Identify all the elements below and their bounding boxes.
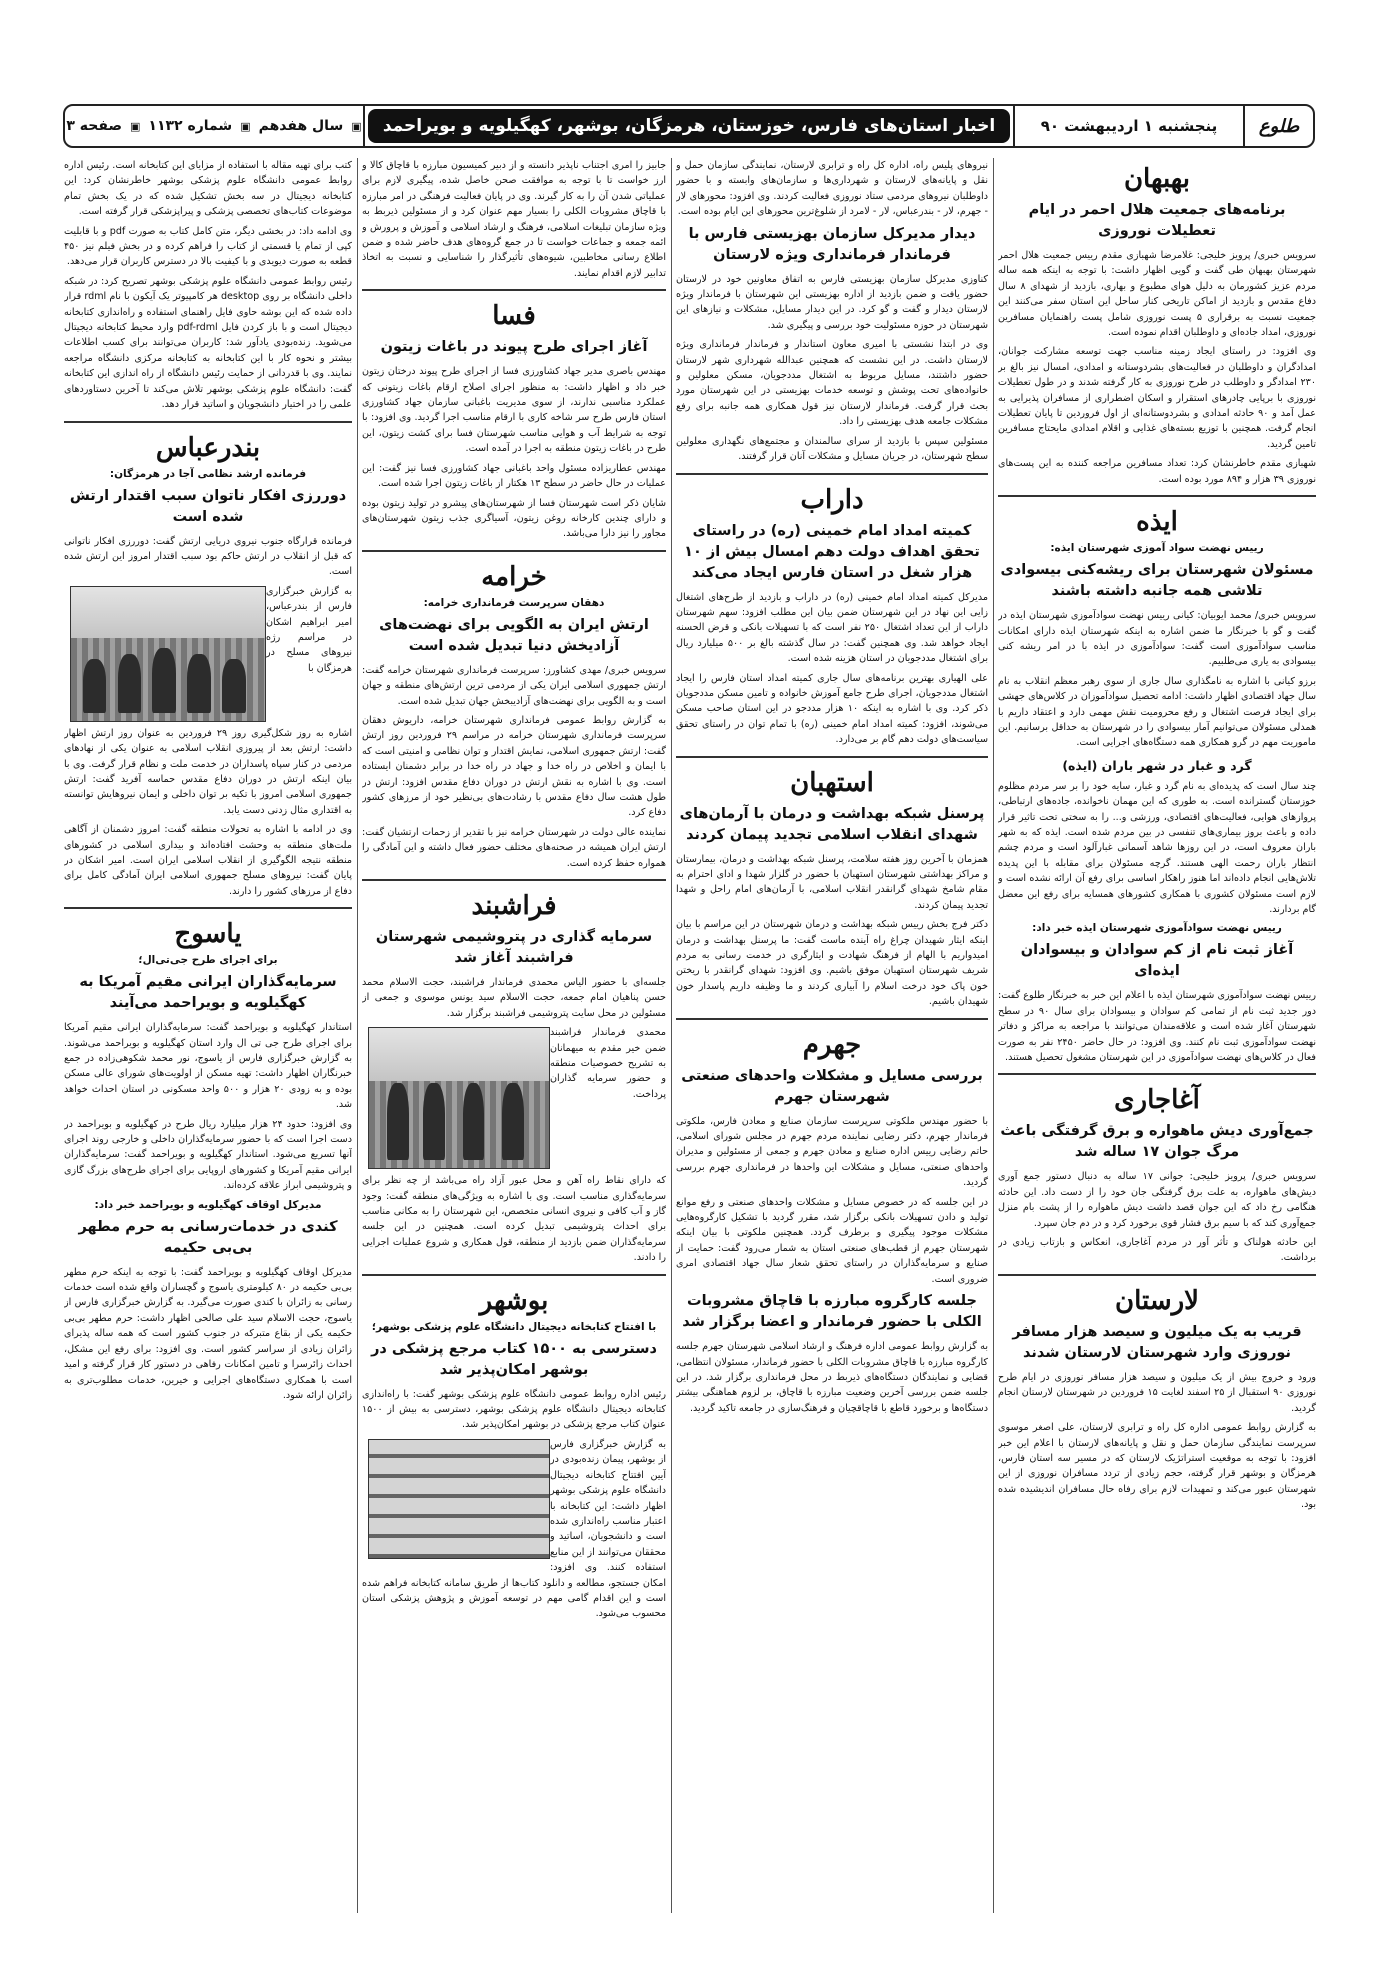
section-divider — [998, 1073, 1316, 1075]
photo-figure — [463, 1083, 485, 1160]
article-paragraph: جابیز را امری اجتناب ناپذیر دانسته و از دبیر کمیسیون مبارزه با قاچاق کالا و ارز خواست تا با توجه به موافقت صحن خاصل شده، پیگیری لازم برای عملیاتی شدن آن را به کار گیرند. وی در پایان فعالیت فرهنگی در امر مبارزه با قاچاق مشروبات الکلی را بسیار مهم عنوان کرد و از مسئولین ذیربط به ویژه سازمان تبلیغات اسلامی، فرهنگ و ارشاد اسلامی و آموزش و پرورش و ائمه جمعه و جماعات خواست تا در جمع گروه‌های هدف حاضر شده و ضمن اطلاع رسانی مخاطبین، شیوه‌های تأثیرگذار را شناسایی و نسبت به اتخاذ تدابیر لازم اقدام نمایند. — [362, 160, 666, 279]
article-headline: پرسنل شبکه بهداشت و درمان با آرمان‌های شهدای انقلاب اسلامی تجدید پیمان کردند — [679, 805, 985, 843]
article-paragraph: اشاره به روز شکل‌گیری روز ۲۹ فروردین به عنوان روز ارتش اظهار داشت: ارتش بعد از پیروزی انقلاب اسلامی به عنوان یکی از نهادهای مردمی در کنار سپاه پاسداران در خدمت ملت و نظام قرار گرفت. وی با بیان اینکه ارتش در دوران دفاع مقدس حماسه آفرید گفت: ارتش جمهوری اسلامی امروز با تکیه بر توان داخلی و ایمان نیروهایش توانسته به اقتداری مثال زدنی دست یابد. — [64, 727, 352, 816]
article-paragraph: کناوزی مدیرکل سازمان بهزیستی فارس به اتفاق معاونین خود در لارستان حضور یافت و ضمن بازدید از اداره بهزیستی این شهرستان با فرماندار ویژه لارستان دیدار و گفت و گو کرد. در این دیدار مسایل، مشکلات و نیازهای این شهرستان در حوزه مسئولیت خود بررسی و پیگیری شد. — [676, 273, 988, 331]
article-headline: آغاز ثبت نام از کم سوادان و بیسوادان ایذه‌ای — [1020, 942, 1294, 980]
city-heading-farashband: فراشبند — [471, 891, 557, 921]
article-headline: جمع‌آوری دیش ماهواره و برق گرفتگی باعث مرگ جوان ۱۷ ساله شد — [1000, 1123, 1314, 1161]
news-photo-library — [368, 1439, 550, 1559]
article-paragraph: مدیرکل کمیته امداد امام خمینی (ره) در داراب و بازدید از طرح‌های اشتغال زایی این نهاد در این شهرستان ضمن بیان این مطلب افزود: سهم شهرستان داراب از این تعداد اشتغال ۲۵۰ نفر است که با تسهیلات بانکی و قرض الحسنه ایجاد خواهد شد. وی همچنین گفت: در سال گذشته بالغ بر ۵۰۰ میلیارد ریال برای اشتغال مددجویان در استان هزینه شده است. — [676, 591, 988, 665]
section-divider — [676, 1018, 988, 1020]
article-paragraph: برزو کیانی با اشاره به نامگذاری سال جاری از سوی رهبر معظم انقلاب به نام سال جهاد اقتصادی اظهار داشت: ادامه تحصیل سوادآموزان در کلاس‌های جهشی برای ایجاد فرصت اشتغال و رفع محرومیت نقش مهمی دارد و اعتقاد داریم با همدلی مسئولان می‌توانیم آمار بیسوادی را در شهرستان به حداقل برسانیم. این ماموریت مهم در گرو همکاری همه دستگاه‌های اجرایی است. — [998, 675, 1316, 749]
page-number: صفحه ۳ — [66, 118, 122, 134]
volume-year: سال هفدهم — [258, 118, 344, 134]
page-header — [63, 104, 1315, 148]
section-divider — [64, 421, 352, 423]
article-kicker: رییس نهضت سواد آموزی شهرستان ایذه: — [1050, 542, 1264, 555]
city-heading-bushehr: بوشهر — [479, 1285, 549, 1316]
article-paragraph: نیروهای پلیس راه، اداره کل راه و ترابری لارستان، نمایندگی سازمان حمل و نقل و پایانه‌های لارستان و شهرداری‌ها و سازمان‌های وابسته و با حضور داوطلبان نیروهای مردمی ستاد نوروزی فعالیت کردند. وی افزود: محورهای لار - جهرم، لار - بندرعباس، لار - لامرد از شلوغ‌ترین محورهای این ایام بوده است. — [676, 160, 988, 218]
article-paragraph: رئیس روابط عمومی دانشگاه علوم پزشکی بوشهر تصریح کرد: در شبکه داخلی دانشگاه بر روی desktop هر کامپیوتر یک آیکون با نام rdml قرار داده شده که این بوشه حاوی فایل راهنمای استفاده و راه‌اندازی کتابخانه دیجیتال است و با باز کردن فایل pdf-rdml وارد محیط کتابخانه دیجیتال می‌شوید. زنده‌بودی یادآور شد: کاربران می‌توانند برای کسب اطلاعات بیشتر و نحوه کار با این کتابخانه به کتابخانه مرکزی دانشگاه مراجعه نمایند. وی با قدردانی از حمایت رئیس دانشگاه از راه اندازی این کتابخانه گفت: دانشگاه علوم پزشکی بوشهر تلاش می‌کند تا آخرین دستاوردهای علمی را در اختیار دانشجویان و اساتید قرار دهد. — [64, 275, 352, 411]
city-heading-jahrom: جهرم — [802, 1029, 862, 1060]
article-paragraph: سرویس خبری/ پرویز خلیجی: جوانی ۱۷ ساله به دنبال دستور جمع آوری دیش‌های ماهواره، به علت برق گرفتگی جان خود را از دست داد. این حادثه هنگامی رخ داد که این جوان قصد داشت دیش ماهواره را از پشت بام منزل جمع‌آوری کند که با سیم برق فشار قوی برخورد کرد و در دم جان سپرد. — [998, 1171, 1316, 1229]
news-photo-parade — [70, 586, 266, 722]
section-divider — [676, 756, 988, 758]
article-kicker: مدیرکل اوقاف کهگیلویه و بویراحمد خبر داد: — [94, 1198, 322, 1211]
column-divider — [993, 158, 994, 1913]
section-divider — [998, 1274, 1316, 1276]
article-subheadline: گرد و غبار در شهر باران (ایذه) — [1062, 757, 1252, 773]
article-paragraph: چند سال است که پدیده‌ای به نام گرد و غبار، سایه خود را بر سر مردم مظلوم خوزستان گسترانده است. به طوری که این مهمان ناخوانده، جاده‌های ارتباطی، پروازهای هوایی، فعالیت‌های اقتصادی، ورزشی و... را به سختی تحت تاثیر قرار داده و باعث بروز بیماری‌های تنفسی در بین مردم شده است. ایذه که به شهر باران معروف است، در این روزها شاهد آسمانی غبارآلود است و مردم چشم انتظار باران رحمت الهی هستند. گرچه مسئولان برای مقابله با این پدیده تلاش‌هایی انجام داده‌اند اما هنوز راهکار اساسی برای رفع آن ارائه نشده است و لازم است مسئولان کشوری با همکاری کشورهای همسایه برای رفع این معضل گام بردارند. — [998, 780, 1316, 915]
article-paragraph: به گزارش روابط عمومی فرمانداری شهرستان خرامه، داریوش دهقان سرپرست فرمانداری شهرستان خرامه در مراسم ۲۹ فروردین روز ارتش گفت: ارتش جمهوری اسلامی، نمایش اقتدار و توان نظامی و امنیتی است که با ایمان و اخلاص در راه خدا و جهاد در راه خدا در برابر دشمنان ایستاده است. وی با اشاره به نقش ارتش در دوران دفاع مقدس افزود: ارتش در طول هشت سال دفاع مقدس با رشادت‌های بی‌نظیر خود از مرزهای کشور دفاع کرد. — [362, 714, 666, 819]
article-headline: مسئولان شهرستان برای ریشه‌کنی بیسوادی تلاشی همه جانبه داشته باشند — [1000, 562, 1314, 600]
article-headline: سرمایه گذاری در پتروشیمی شهرستان فراشبند آغاز شد — [375, 929, 653, 966]
article-paragraph: دکتر فرج بخش رییس شبکه بهداشت و درمان شهرستان در این مراسم با بیان اینکه ایثار شهیدان چراغ راه آینده ماست گفت: ما پرسنل بهداشت و درمان امیدواریم با الهام از فرهنگ شهادت و ایثارگری در خدمت رسانی به مردم شریف شهرستان استهبان موفق باشیم. وی افزود: شهدای گرانقدر با ریختن خون پاک خود درخت اسلام را آبیاری کردند و ما وظیفه داریم پاسدار خون شهیدان باشیم. — [676, 919, 988, 1008]
photo-caption: محمدی فرماندار فراشبند ضمن خیر مقدم به میهمانان به تشریح خصوصیات منطقه و حضور سرمایه گذاران پرداخت. — [550, 1027, 666, 1100]
section-divider — [998, 495, 1316, 497]
article-paragraph: سرویس خبری/ محمد ایوبیان: کیانی رییس نهضت سوادآموزی شهرستان ایذه در گفت و گو با خبرنگار ما ضمن اشاره به اینکه شهرستان ایذه دارای امکانات مناسب سوادآموزی است گفت: سوادآموزی در ایذه با در امر ریشه کنی بیسوادی به یاری می‌طلبیم. — [998, 610, 1316, 668]
article-paragraph: به گزارش روابط عمومی اداره فرهنگ و ارشاد اسلامی شهرستان جهرم جلسه کارگروه مبارزه با قاچاق مشروبات الکلی با حضور فرماندار، مسئولان انتظامی، قضایی و نمایندگان دستگاه‌های ذیربط در محل فرمانداری برگزار شد. در این جلسه ضمن بررسی آخرین وضعیت مبارزه با قاچاق، بر لزوم هماهنگی بیشتر دستگاه‌ها و برخورد قاطع با قاچاقچیان و فرهنگ‌سازی در جامعه تاکید گردید. — [676, 1341, 988, 1414]
article-headline: بررسی مسایل و مشکلات واحدهای صنعتی شهرستان جهرم — [681, 1067, 983, 1105]
article-paragraph: سرویس خبری/ مهدی کشاورز: سرپرست فرمانداری شهرستان خرامه گفت: ارتش جمهوری اسلامی ایران یکی از مردمی ترین ارتش‌های منطقه و جهان است و به الگویی برای نهضت‌های آزادیبخش جهان تبدیل شده است. — [362, 664, 666, 707]
section-divider — [64, 907, 352, 909]
article-paragraph: فرمانده قرارگاه جنوب نیروی دریایی ارتش گفت: دوررزی افکار ناتوانی که قبل از انقلاب در ارتش حاکم بود سبب اقتدار امروز این ارتش شده است. — [64, 535, 352, 578]
article-headline: آغاز اجرای طرح پیوند در باغات زیتون — [380, 339, 648, 356]
article-headline: دوررزی افکار ناتوان سبب اقتدار ارتش شده است — [69, 487, 347, 525]
photo-figure — [502, 1083, 524, 1160]
article-paragraph: وی ادامه داد: در بخشی دیگر، متن کامل کتاب به صورت pdf و با قابلیت کپی از تمام یا قسمتی از کتاب را فراهم کرده و در بخش فیلم نیز ۴۵۰ قطعه به صورت دیویدی و با کیفیت بالا در دسترس کاربران قرار می‌دهد. — [64, 225, 352, 268]
article-paragraph: وی افزود: حدود ۲۴ هزار میلیارد ریال طرح در کهگیلویه و بویراحمد در دست اجرا است که با حضور سرمایه‌گذاران داخلی و خارجی روند اجرای آنها تسریع می‌شود. استاندار کهگیلویه و بویراحمد گفت: سرمایه‌گذاران ایرانی مقیم آمریکا و کشورهای اروپایی برای اجرای طرح‌های بزرگ گازی و پتروشیمی ابراز علاقه کرده‌اند. — [64, 1118, 352, 1192]
article-headline: جلسه کارگروه مبارزه با قاچاق مشروبات الکلی با حضور فرماندار و اعضا برگزار شد — [682, 1293, 982, 1331]
city-heading-kharameh: خرامه — [481, 561, 547, 592]
issue-number: شماره ۱۱۳۲ — [148, 118, 233, 134]
article-paragraph: شهبازی مقدم خاطرنشان کرد: تعداد مسافرین مراجعه کننده به این پست‌های نوروزی ۳۹ هزار و ۸۹۴ مورد بوده است. — [998, 458, 1316, 485]
article-paragraph: سرویس خبری/ پرویز خلیجی: غلامرضا شهبازی مقدم رییس جمعیت هلال احمر شهرستان بهبهان طی گفت و گویی اظهار داشت: با توجه به اینکه همه ساله مردم عزیز کشورمان به دلیل هوای مطبوع و بهاری، بازدید از شهدای ۸ سال دفاع مقدس و بازدید از اماکن تاریخی کنار ساحل این استان سفر می‌کنند این جمعیت نسبت به برقراری ۵ پست نوروزی شامل پست راهنمایان مسافرین نوروزی، امداد جاده‌ای و داوطلبان اقدام نموده است. — [998, 250, 1316, 339]
article-headline: دسترسی به ۱۵۰۰ کتاب مرجع پزشکی در بوشهر امکان‌پذیر شد — [371, 1340, 657, 1378]
article-kicker: فرمانده ارشد نظامی آجا در هرمزگان: — [109, 467, 307, 480]
article-kicker: رییس نهضت سوادآموزی شهرستان ایذه خبر داد: — [1032, 922, 1282, 935]
newspaper-logo: طلوع — [1243, 106, 1313, 146]
article-headline: سرمایه‌گذاران ایرانی مقیم آمریکا به کهگیلویه و بویراحمد می‌آیند — [79, 974, 337, 1012]
article-paragraph: رییس نهضت سوادآموزی شهرستان ایذه با اعلام این خبر به خبرنگار طلوع گفت: دور جدید ثبت نام از تمامی کم سوادان و بیسوادان برای سال ۹۰ در سطح شهرستان آغاز شده است و علاقه‌مندان می‌توانند با مراجعه به مراکز و دفاتر نهضت سوادآموزی ثبت نام کنند. وی افزود: در حال حاضر ۲۴۵۰ نفر به صورت فعال در کلاس‌های نهضت سوادآموزی در این شهرستان مشغول تحصیل هستند. — [998, 990, 1316, 1064]
section-divider — [676, 473, 988, 475]
article-kicker: با افتتاح کتابخانه دیجیتال دانشگاه علوم پزشکی بوشهر؛ — [371, 1320, 657, 1333]
column-2 — [676, 158, 988, 1913]
article-paragraph: جلسه‌ای با حضور الیاس محمدی فرماندار فراشبند، حجت الاسلام محمد حسن پناهیان امام جمعه، حجت الاسلام سید یونس موسوی و جمعی از مسئولین در محل سایت پتروشیمی فراشبند برگزار شد. — [362, 977, 666, 1019]
article-paragraph: به گزارش روابط عمومی اداره کل راه و ترابری لارستان، علی اصغر موسوی سرپرست نمایندگی سازمان حمل و نقل و پایانه‌های لارستان با اعلام این خبر افزود: با توجه به موقعیت استراتژیک لارستان که در مسیر سه استان فارس، هرمزگان و بوشهر قرار گرفته، حجم زیادی از تردد مسافران نوروزی از این شهرستان عبور می‌کند و تمهیدات لازم برای رفاه حال مسافران اندیشیده شده بود. — [998, 1422, 1316, 1511]
section-divider — [362, 879, 666, 881]
article-paragraph: که دارای نقاط راه آهن و محل عبور آزاد راه می‌باشد از چه نظر برای سرمایه‌گذاری مناسب است. وی با اشاره به ویژگی‌های منطقه گفت: وجود گاز و آب کافی و نیروی انسانی متخصص، این شهرستان را به مکانی مناسب برای احداث پتروشیمی تبدیل کرده است. همچنین در این جلسه سرمایه‌گذاران ضمن بازدید از منطقه، قول همکاری و شروع عملیات اجرایی را دادند. — [362, 1175, 666, 1264]
photo-caption: به گزارش خبرگزاری فارس از بندرعباس، امیر ابراهیم اشکان در مراسم رژه نیروهای مسلح در هرمزگان با — [266, 585, 352, 674]
city-heading-fasa: فسا — [492, 301, 536, 332]
photo-sky — [71, 587, 265, 638]
article-paragraph: ورود و خروج بیش از یک میلیون و سیصد هزار مسافر نوروزی در ایام طرح نوروزی ۹۰ استقبال از ۲۵ اسفند لغایت ۱۵ فروردین در شهرستان لارستان انجام گردید. — [998, 1371, 1316, 1414]
column-divider — [671, 158, 672, 1913]
article-paragraph: با حضور مهندس ملکوتی سرپرست سازمان صنایع و معادن فارس، ملکوتی فرماندار جهرم، دکتر رضایی نماینده مردم جهرم در مجلس شورای اسلامی، حاتم رضایی رییس اداره صنایع و معادن جهرم و جمعی از مسئولین و مدیران واحدهای صنعتی، مسایل و مشکلات این واحدها در فرمانداری جهرم بررسی گردید. — [676, 1115, 988, 1189]
article-paragraph: مهندس باصری مدیر جهاد کشاورزی فسا از اجرای طرح پیوند درختان زیتون خبر داد و اظهار داشت: به منظور اجرای اصلاح ارقام باغات زیتونی که عملکرد مناسبی ندارند، از سوی مدیریت باغبانی سازمان جهاد کشاورزی استان فارس طرح سر شاخه کاری با ارقام مناسب اجرا گردید. وی افزود: با توجه به شرایط آب و هوایی مناسب شهرستان فسا برای کشت زیتون، این طرح در باغات زیتون منطقه به اجرا در آمده است. — [362, 366, 666, 455]
city-heading-yasuj: یاسوج — [174, 919, 242, 950]
article-paragraph: همزمان با آخرین روز هفته سلامت، پرسنل شبکه بهداشت و درمان، بیمارستان و مراکز بهداشتی شهرستان استهبان با حضور در گلزار شهدا و ادای احترام به مقام شامخ شهدای گرانقدر انقلاب اسلامی، با آرمان‌های امام راحل و شهدا تجدید پیمان کردند. — [676, 853, 988, 911]
issue-date: پنجشنبه ۱ اردیبهشت ۹۰ — [1013, 106, 1243, 146]
article-headline: ارتش ایران به الگویی برای نهضت‌های آزادیخش دنیا تبدیل شده است — [379, 616, 649, 654]
news-photo-officials — [368, 1027, 550, 1169]
square-bullet-icon: ▣ — [130, 119, 141, 133]
photo-figure — [423, 1083, 445, 1160]
city-heading-aghajari: آغاجاری — [1114, 1085, 1200, 1116]
article-paragraph: استاندار کهگیلویه و بویراحمد گفت: سرمایه‌گذاران ایرانی مقیم آمریکا برای اجرای طرح جی تی ال وارد استان کهگیلویه و بویراحمد می‌شوند. به گزارش خبرگزاری فارس از یاسوج، نور محمد شکوهی‌زاده در جمع خبرنگاران اظهار داشت: تهیه مسکن از اولویت‌های شورای عالی مسکن بوده و به زودی ۲۰ هزار و ۵۰۰ واحد مسکونی در استان احداث خواهد شد. — [64, 1022, 352, 1111]
photo-sky — [369, 1028, 549, 1081]
column-3 — [362, 158, 666, 1913]
city-heading-darab: داراب — [800, 484, 864, 515]
article-paragraph: وی در ابتدا نشستی با امیری معاون استاندار و فرماندار فرمانداری ویژه لارستان داشت. در این نشست که همچنین عبدالله شهرداری شهر لارستان حضور داشتند، مسایل مربوط به اشتغال مددجویان، مسکن معلولین و خانواده‌های تحت پوشش و توسعه خدمات بهزیستی در این شهرستان مورد بحث قرار گرفت. فرماندار لارستان نیز قول همکاری همه جانبه برای رفع مشکلات جامعه هدف بهزیستی را داد. — [676, 339, 988, 428]
article-paragraph: در این جلسه که در خصوص مسایل و مشکلات واحدهای صنعتی و رفع موانع تولید و دادن تسهیلات بانکی برگزار شد، مقرر گردید با تشکیل کارگروه‌هایی مشکلات موجود پیگیری و برطرف گردد. همچنین ملکوتی با بیان اینکه شهرستان جهرم از قطب‌های صنعتی استان به شمار می‌رود گفت: حمایت از صنایع و سرمایه‌گذاران در راستای تحقق شعار سال جهاد اقتصادی امری ضروری است. — [676, 1196, 988, 1285]
article-headline: کندی در خدمات‌رسانی به حرم مطهر بی‌بی حکیمه — [78, 1218, 338, 1256]
photo-figure — [187, 654, 210, 713]
article-paragraph: رئیس اداره روابط عمومی دانشگاه علوم پزشکی بوشهر گفت: با راه‌اندازی کتابخانه دیجیتال دانشگاه علوم پزشکی بوشهر، دسترسی به بیش از ۱۵۰۰ عنوان کتاب مرجع پزشکی در بوشهر امکان‌پذیر شد. — [362, 1388, 666, 1431]
article-headline: کمیته امداد امام خمینی (ره) در راستای تحقق اهداف دولت دهم امسال بیش از ۱۰ هزار شغل در استان فارس ایجاد می‌کند — [684, 522, 980, 581]
photo-figure — [152, 648, 175, 712]
article-paragraph: نماینده عالی دولت در شهرستان خرامه نیز با تقدیر از زحمات ارتشیان گفت: ارتش ایران همیشه در صحنه‌های مختلف حضور فعال داشته و این آمادگی را همواره حفظ کرده است. — [362, 826, 666, 869]
column-4 — [64, 158, 352, 1913]
article-paragraph: این حادثه هولناک و تأثر آور در مردم آغاجاری، انعکاس و بازتاب زیادی در برداشت. — [998, 1237, 1316, 1264]
photo-figure — [118, 654, 141, 713]
article-headline: قریب به یک میلیون و سیصد هزار مسافر نوروزی وارد شهرستان لارستان شدند — [1012, 1323, 1302, 1361]
city-heading-larestan: لارستان — [1114, 1285, 1200, 1316]
square-bullet-icon: ▣ — [240, 119, 251, 133]
article-paragraph: شایان ذکر است شهرستان فسا از شهرستان‌های پیشرو در تولید زیتون بوده و دارای چندین کارخانه روغن زیتون، آسیاگری جذب زیتون شهرستان‌های مجاور را نیز دارا می‌باشد. — [362, 497, 666, 540]
city-heading-bandarabbas: بندرعباس — [155, 432, 261, 463]
photo-figure — [222, 659, 245, 713]
article-kicker: دهقان سرپرست فرمانداری خرامه: — [423, 596, 605, 609]
article-paragraph: مسئولین سپس با بازدید از سرای سالمندان و مجتمع‌های نگهداری معلولین سطح شهرستان، در جریان مسایل و مشکلات آنان قرار گرفتند. — [676, 435, 988, 463]
article-paragraph: مهندس عطاریزاده مسئول واحد باغبانی جهاد کشاورزی فسا نیز گفت: این عملیات در حال حاضر در سطح ۱۳ هکتار از باغات زیتون اجرا شده است. — [362, 462, 666, 490]
article-paragraph: علی الهیاری بهترین برنامه‌های سال جاری کمیته امداد استان فارس را ایجاد اشتغال مددجویان، اجرای طرح جامع آموزش خانواده و تامین مسکن مددجویان ذکر کرد. وی با اشاره به اینکه ۱۰ هزار مددجو در این استان صاحب مسکن می‌شوند، افزود: کمیته امداد امام خمینی (ره) با تمام توان در راستای تحقق سیاست‌های دولت دهم گام بر می‌دارد. — [676, 672, 988, 746]
article-kicker: برای اجرای طرح جی‌تی‌ال؛ — [138, 954, 278, 967]
city-heading-behbahan: بهبهان — [1123, 164, 1191, 194]
article-paragraph: وی در ادامه با اشاره به تحولات منطقه گفت: امروز دشمنان از آگاهی ملت‌های منطقه به وحشت افتاده‌اند و بیداری اسلامی در کشورهای منطقه نتیجه الگوگیری از انقلاب اسلامی ایران است. امیر اشکان در پایان گفت: نیروهای مسلح جمهوری اسلامی ایران آمادگی کامل برای دفاع از مرزهای کشور را دارند. — [64, 824, 352, 897]
article-paragraph: به گزارش خبرگزاری فارس از بوشهر، پیمان زنده‌بودی در آیین افتتاح کتابخانه دیجیتال دانشگاه علوم پزشکی بوشهر اظهار داشت: این کتابخانه با اعتبار مناسب راه‌اندازی شده است و دانشجویان، اساتید و محققان می‌توانند از این منابع استفاده کنند. وی افزود: امکان جستجو، مطالعه و دانلود کتاب‌ها از طریق سامانه کتابخانه فراهم شده است و این اقدام گامی مهم در توسعه آموزش و پژوهش پزشکی استان محسوب می‌شود. — [362, 1438, 666, 1620]
column-divider — [357, 158, 358, 1913]
city-heading-izeh: ایذه — [1136, 507, 1178, 538]
square-bullet-icon: ▣ — [351, 119, 362, 133]
issue-info — [65, 106, 365, 146]
photo-figure — [83, 659, 106, 713]
section-divider — [362, 550, 666, 552]
section-title: اخبار استان‌های فارس، خوزستان، هرمزگان، بوشهر، کهگیلویه و بویراحمد — [368, 109, 1010, 143]
section-divider — [362, 289, 666, 291]
article-paragraph: وی افزود: در راستای ایجاد زمینه مناسب جهت توسعه مشارکت جوانان، امدادگران و داوطلبان در فعالیت‌های بشردوستانه و امدادی، امسال نیز بالغ بر ۲۳۰ امدادگر و داوطلب در طرح نوروزی به کار گرفته شدند و در طول تعطیلات نوروزی با برپایی چادرهای استقرار و اسکان اضطراری از مسافران پذیرایی به عمل آمد و ۹۰ حادثه امدادی و بشردوستانه‌ای از اول فروردین تا پایان تعطیلات انجام گرفت. همچنین با توزیع بسته‌های غذایی و اقلام امدادی مایحتاج مسافرین تامین گردید. — [998, 346, 1316, 450]
section-divider — [362, 1274, 666, 1276]
article-paragraph: کتب برای تهیه مقاله با استفاده از مزایای این کتابخانه است. رئیس اداره روابط عمومی دانشگاه علوم پزشکی بوشهر خاطرنشان کرد: این کتابخانه دیجیتال در سه بخش تشکیل شده که در یک بخش تمام موضوعات کتاب‌های تخصصی پزشکی و پیراپزشکی قرار گرفته است. — [64, 160, 352, 218]
city-heading-estahban: استهبان — [790, 767, 874, 798]
photo-figure — [387, 1083, 409, 1160]
article-headline: برنامه‌های جمعیت هلال احمر در ایام تعطیلات نوروزی — [1028, 202, 1286, 239]
article-paragraph: مدیرکل اوقاف کهگیلویه و بویراحمد گفت: با توجه به اینکه حرم مطهر بی‌بی حکیمه در ۸۰ کیلومتری یاسوج و گچساران واقع شده است خدمات رسانی به زائران با کندی صورت می‌گیرد. به گزارش خبرگزاری فارس از یاسوج، حجت الاسلام سید علی صالحی اظهار داشت: حرم مطهر بی‌بی حکیمه یکی از بقاع متبرکه در جنوب کشور است که همه ساله پذیرای زائران زیادی از سراسر کشور است. وی افزود: برای رفع این مشکل، احداث زائرسرا و تامین امکانات رفاهی در دستور کار قرار گرفته و امید است با همکاری دستگاه‌های اجرایی و خیرین، خدمات مطلوب‌تری به زائران ارائه شود. — [64, 1266, 352, 1401]
column-1 — [998, 158, 1316, 1913]
article-headline: دیدار مدیرکل سازمان بهزیستی فارس با فرماندار فرمانداری ویژه لارستان — [688, 225, 976, 263]
photo-bookshelves — [369, 1440, 549, 1558]
